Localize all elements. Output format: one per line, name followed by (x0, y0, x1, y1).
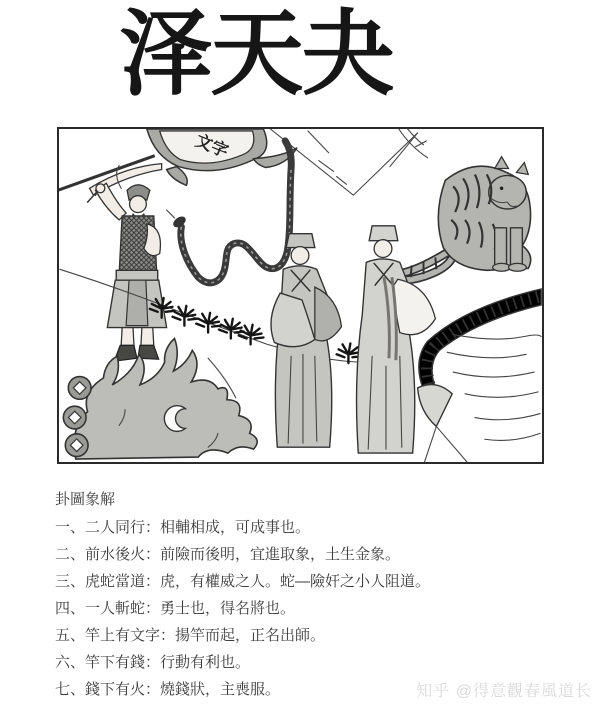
traveler-right (357, 226, 436, 453)
interpretation-line: 二、前水後火：前險而後明，宜進取象，土生金象。 (55, 546, 401, 563)
page-title: 泽天夬 (119, 2, 393, 106)
coin (65, 434, 88, 457)
interpretation-block (55, 486, 575, 703)
coin (63, 406, 86, 429)
flames (74, 338, 257, 459)
warrior-head (130, 196, 147, 213)
tiger (384, 157, 531, 280)
cap (286, 234, 315, 248)
cap (369, 226, 398, 241)
flag-text: 文字 (192, 130, 232, 162)
traveler-head (374, 240, 392, 258)
traveler-head (291, 247, 309, 265)
interpretation-line: 一、二人同行：相輔相成，可成事也。 (55, 519, 311, 536)
warrior-with-sword (88, 164, 167, 362)
interpretation-header: 卦圖象解 (55, 491, 116, 508)
hexagram-illustration (59, 129, 542, 462)
banner-flag (59, 129, 297, 190)
interpretation-line: 七、錢下有火：燒錢狀，主喪服。 (55, 681, 281, 698)
pond (418, 289, 542, 462)
waist-sash (116, 270, 158, 280)
sleeve (315, 287, 342, 341)
watermark: 知乎 @得意觀春風道长 (416, 683, 592, 700)
sleeve (394, 279, 436, 334)
tiger-head (489, 175, 527, 209)
interpretation-line: 五、竿上有文字：揚竿而起，正名出師。 (55, 627, 326, 644)
coin (68, 377, 91, 400)
tree-branch (399, 129, 428, 158)
illustration-frame (57, 127, 544, 464)
interpretation-line: 四、一人斬蛇：勇士也，得名將也。 (55, 600, 296, 617)
rocks (418, 385, 453, 427)
interpretation-line: 三、虎蛇當道：虎，有權威之人。蛇—險奸之小人阻道。 (55, 573, 431, 590)
interpretation-line: 六、竿下有錢：行動有利也。 (55, 654, 251, 671)
